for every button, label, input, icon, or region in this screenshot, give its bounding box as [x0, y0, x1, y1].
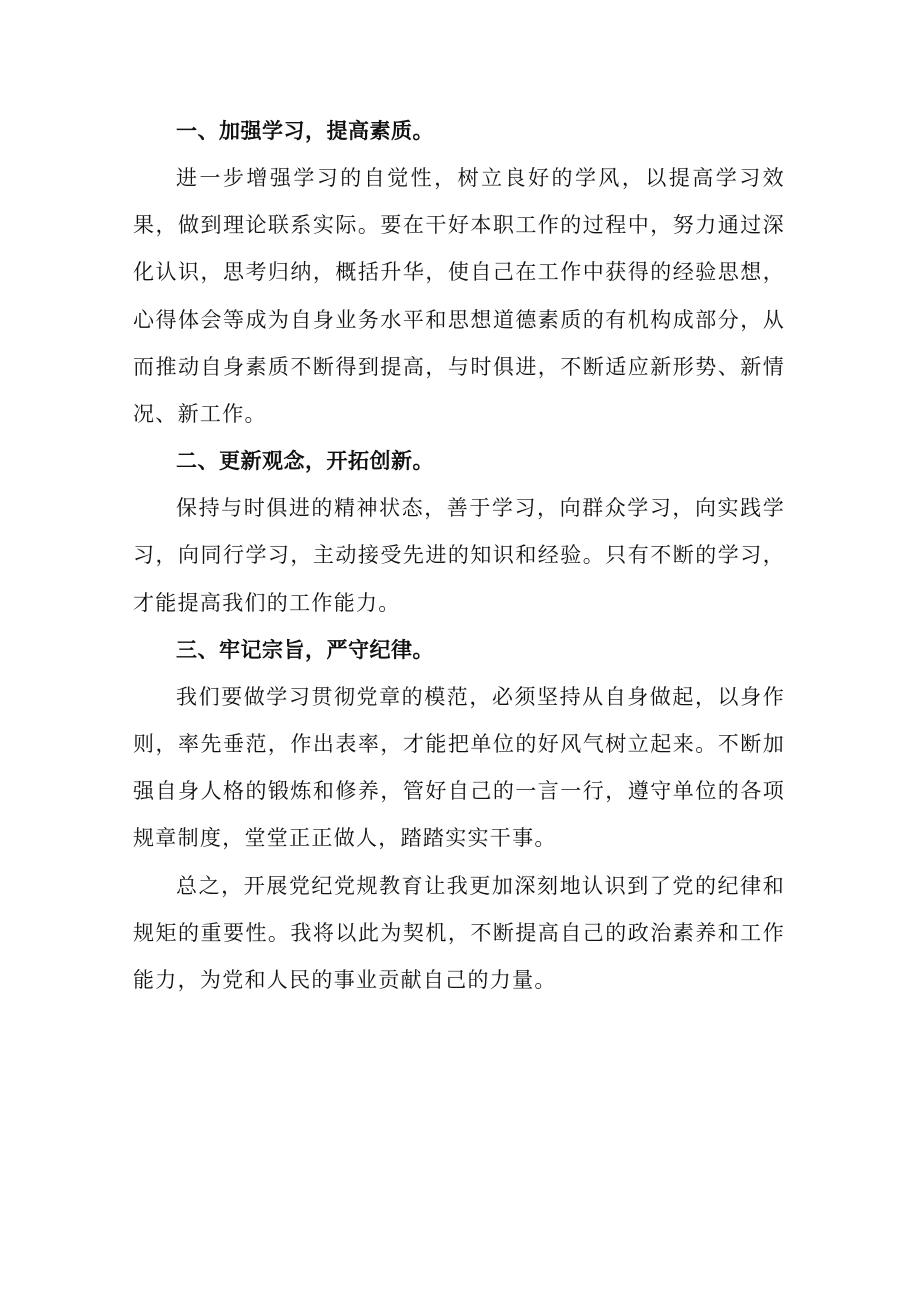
section-paragraph-2: 保持与时俱进的精神状态，善于学习，向群众学习，向实践学习，向同行学习，主动接受先进的知识和经验。只有不断的学习，才能提高我们的工作能力。 — [133, 496, 785, 615]
section-heading-1: 一、加强学习，提高素质。 — [176, 119, 434, 143]
section-heading-3: 三、牢记宗旨，严守纪律。 — [176, 637, 434, 662]
section-paragraph-3: 我们要做学习贯彻党章的模范，必须坚持从自身做起，以身作则，率先垂范，作出表率，才能把单位的好风气树立起来。不断加强自身人格的锻炼和修养，管好自己的一言一行，遵守单位的各项规章制度，堂堂正正做人，踏踏实实干事。 — [133, 684, 785, 851]
conclusion-paragraph: 总之，开展党纪党规教育让我更加深刻地认识到了党的纪律和规矩的重要性。我将以此为契机，不断提高自己的政治素养和工作能力，为党和人民的事业贡献自己的力量。 — [133, 873, 785, 993]
section-heading-2: 二、更新观念，开拓创新。 — [176, 449, 434, 474]
section-paragraph-1: 进一步增强学习的自觉性，树立良好的学风，以提高学习效果，做到理论联系实际。要在干好本职工作的过程中，努力通过深化认识，思考归纳，概括升华，使自己在工作中获得的经验思想，心得体会等成为自身业务水平和思想道德素质的有机构成部分，从而推动自身素质不断得到提高，与时俱进，不断适应新形势、新情况、新工作。 — [133, 166, 785, 427]
document-body — [133, 108, 785, 1004]
